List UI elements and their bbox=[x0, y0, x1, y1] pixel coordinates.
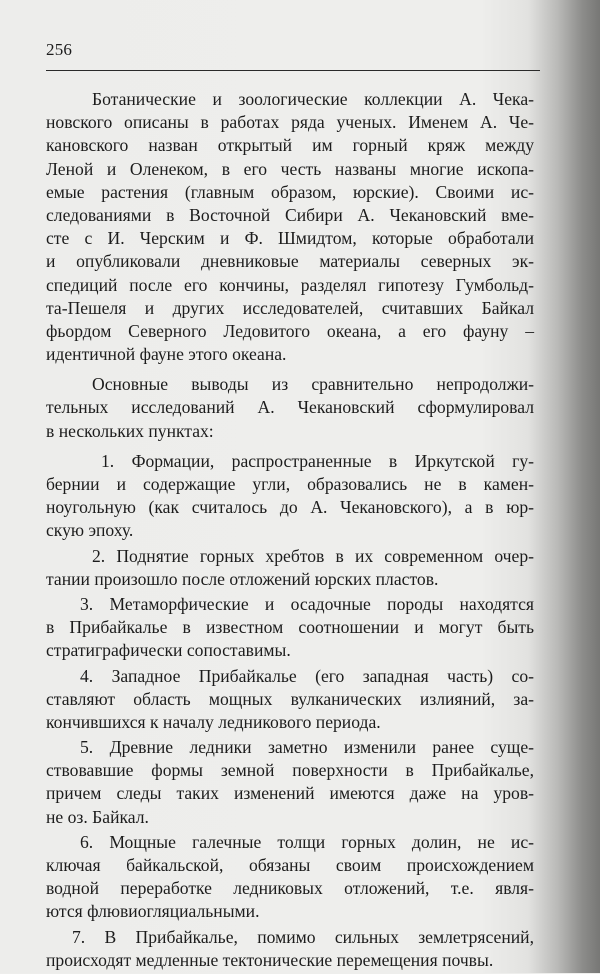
text-line: тании произошло после отложений юрских пластов. bbox=[46, 568, 439, 589]
text-line: ются флювиогляциальными. bbox=[46, 901, 260, 922]
text-line: емые растения (главным образом, юрские). Своими ис- bbox=[46, 181, 534, 202]
text-line: водной переработке ледниковых отложений, т.е. явля- bbox=[46, 878, 534, 899]
text-line: Основные выводы из сравнительно непродолжи- bbox=[92, 374, 534, 395]
text-line: и опубликовали дневниковые материалы северных эк- bbox=[46, 251, 534, 272]
text-line: ствовавшие формы земной поверхности в Прибайкалье, bbox=[46, 760, 534, 781]
list-item bbox=[46, 545, 534, 591]
page-number: 256 bbox=[46, 40, 73, 59]
text-line: тельных исследований А. Чекановский сформулировал bbox=[46, 397, 534, 418]
text-line: кончившихся к началу ледникового периода. bbox=[46, 711, 381, 732]
text-line: 3. Метаморфические и осадочные породы находятся bbox=[80, 593, 534, 614]
text-line: новского описаны в работах ряда ученых. Именем А. Че- bbox=[46, 112, 534, 133]
list-item bbox=[46, 665, 534, 735]
list-item bbox=[46, 736, 534, 829]
header-rule bbox=[46, 70, 540, 71]
text-line: та-Пешеля и других исследователей, считавших Байкал bbox=[46, 297, 534, 318]
text-line: причем следы таких изменений имеются даже на уров- bbox=[46, 783, 534, 804]
text-line: идентичной фауне этого океана. bbox=[46, 344, 287, 365]
text-line: не оз. Байкал. bbox=[46, 806, 149, 827]
text-line: происходят медленные тектонические перемещения почвы. bbox=[46, 949, 494, 970]
text-line: бернии и содержащие угли, образовались не в камен- bbox=[46, 474, 534, 494]
text-line: 1. Формации, распространенные в Иркутской гу- bbox=[101, 450, 534, 471]
text-line: 7. В Прибайкалье, помимо сильных землетрясений, bbox=[72, 926, 534, 947]
text-line: Ботанические и зоологические коллекции А. Чека- bbox=[92, 89, 534, 109]
text-line: 6. Мощные галечные толщи горных долин, не ис- bbox=[80, 831, 534, 852]
text-line: кановского назван открытый им горный кряж между bbox=[46, 135, 534, 156]
text-line: 4. Западное Прибайкалье (его западная часть) со- bbox=[80, 665, 534, 686]
paragraph-chekanovsky-collections bbox=[46, 88, 534, 366]
text-line: в нескольких пунктах: bbox=[46, 420, 214, 441]
text-line: ставляют область мощных вулканических излияний, за- bbox=[46, 688, 534, 709]
list-item bbox=[46, 926, 534, 972]
text-line: Леной и Оленеком, в его честь названы многие ископа- bbox=[46, 158, 534, 179]
text-line: спедиций после его кончины, разделял гипотезу Гумбольд- bbox=[46, 274, 534, 295]
list-item bbox=[46, 450, 534, 543]
list-item bbox=[46, 593, 534, 663]
text-line: 2. Поднятие горных хребтов в их современном очер- bbox=[92, 545, 534, 566]
text-line: в Прибайкалье в известном соотношении и могут быть bbox=[46, 617, 534, 638]
text-line: ключая байкальской, обязаны своим происхождением bbox=[46, 855, 534, 875]
text-line: скую эпоху. bbox=[46, 520, 134, 541]
list-item bbox=[46, 831, 534, 924]
paragraph-main-conclusions bbox=[46, 373, 534, 443]
page-body-text bbox=[46, 88, 534, 974]
text-line: 5. Древние ледники заметно изменили ранее суще- bbox=[80, 737, 534, 758]
text-line: сте с И. Черским и Ф. Шмидтом, которые обработали bbox=[46, 228, 534, 249]
text-line: ноугольную (как считалось до А. Чекановского), а в юр- bbox=[46, 497, 534, 518]
text-line: следованиями в Восточной Сибири А. Чекановский вме- bbox=[46, 204, 534, 225]
text-line: стратиграфически сопоставимы. bbox=[46, 640, 291, 661]
text-line: фьордом Северного Ледовитого океана, а его фауну – bbox=[46, 320, 534, 341]
